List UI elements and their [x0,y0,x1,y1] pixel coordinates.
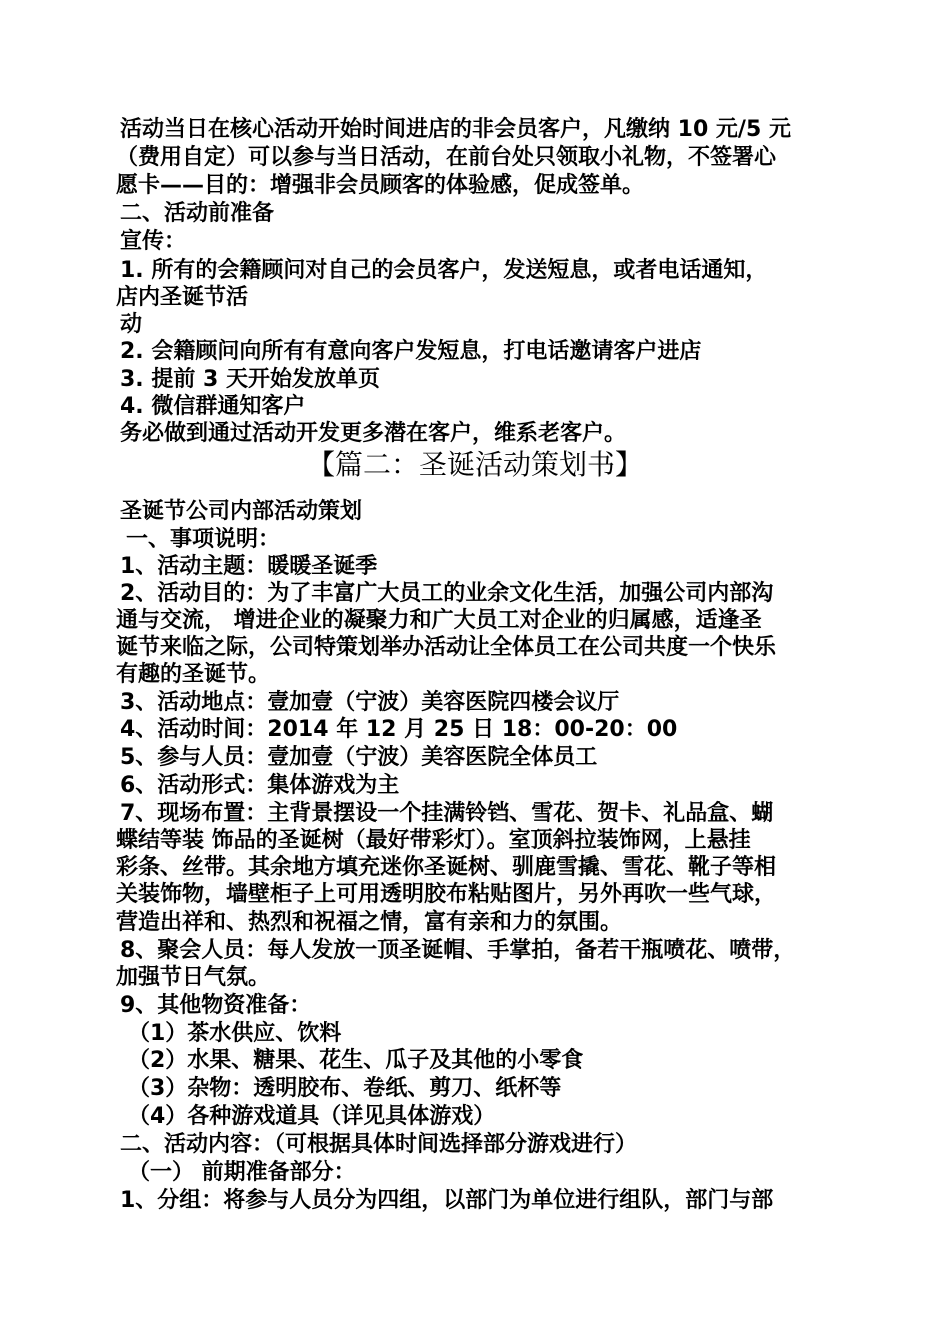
list-item: 4. 微信群通知客户 [120,394,306,419]
sub-list-item: （4）各种游戏道具（详见具体游戏） [128,1104,496,1129]
list-item: 4、活动时间：2014 年 12 月 25 日 18：00-20：00 [120,717,678,742]
list-item-continuation: 诞节来临之际，公司特策划举办活动让全体员工在公司共度一个快乐 [116,635,777,660]
list-item-continuation: 通与交流， 增进企业的凝聚力和广大员工对企业的归属感，适逢圣 [116,608,762,633]
list-item: 1. 所有的会籍顾问对自己的会员客户，发送短息，或者电话通知， [120,258,768,283]
document-subtitle: 圣诞节公司内部活动策划 [120,499,363,524]
list-item-continuation: 营造出祥和、热烈和祝福之情，富有亲和力的氛围。 [116,910,623,935]
text-line: （费用自定）可以参与当日活动，在前台处只领取小礼物，不签署心 [116,145,777,170]
list-item: 9、其他物资准备： [120,993,312,1018]
list-item: 8、聚会人员：每人发放一顶圣诞帽、手掌拍，备若干瓶喷花、喷带， [120,938,796,963]
section-title: 【篇二：圣诞活动策划书】 [306,448,643,481]
list-item: 3、活动地点：壹加壹（宁波）美容医院四楼会议厅 [120,690,620,715]
list-item-continuation: 店内圣诞节活 [116,285,249,310]
section-heading: 一、事项说明： [126,527,281,552]
list-item-continuation: 彩条、丝带。其余地方填充迷你圣诞树、驯鹿雪撬、雪花、靴子等相 [116,855,777,880]
text-line: 愿卡——目的：增强非会员顾客的体验感，促成签单。 [116,173,645,198]
list-item-continuation: 蝶结等装 饰品的圣诞树（最好带彩灯）。室顶斜拉装饰网，上悬挂 [116,828,751,853]
list-item-continuation: 有趣的圣诞节。 [116,662,271,687]
text-line: 活动当日在核心活动开始时间进店的非会员客户，凡缴纳 10 元/5 元 [120,117,791,142]
list-item: 1、分组：将参与人员分为四组，以部门为单位进行组队，部门与部 [120,1188,774,1213]
sub-list-item: （1）茶水供应、饮料 [128,1021,342,1046]
list-item: 6、活动形式：集体游戏为主 [120,773,400,798]
text-line: 宣传： [120,229,187,254]
list-item: 3. 提前 3 天开始发放单页 [120,367,380,392]
section-heading: 二、活动前准备 [120,201,275,226]
subsection-heading: （一） 前期准备部分： [128,1160,356,1185]
list-item-continuation: 加强节日气氛。 [116,965,271,990]
list-item: 2、活动目的：为了丰富广大员工的业余文化生活，加强公司内部沟 [120,581,774,606]
list-item: 2. 会籍顾问向所有有意向客户发短息，打电话邀请客户进店 [120,339,702,364]
sub-list-item: （3）杂物：透明胶布、卷纸、剪刀、纸杯等 [128,1076,562,1101]
section-heading: 二、活动内容：（可根据具体时间选择部分游戏进行） [120,1132,638,1157]
sub-list-item: （2）水果、糖果、花生、瓜子及其他的小零食 [128,1048,584,1073]
list-item-continuation: 动 [120,312,143,337]
list-item: 1、活动主题：暖暖圣诞季 [120,554,378,579]
list-item-continuation: 关装饰物，墙壁柜子上可用透明胶布粘贴图片，另外再吹一些气球， [116,882,777,907]
list-item: 5、参与人员：壹加壹（宁波）美容医院全体员工 [120,745,598,770]
list-item: 7、现场布置：主背景摆设一个挂满铃铛、雪花、贺卡、礼品盒、蝴 [120,801,774,826]
text-line: 务必做到通过活动开发更多潜在客户，维系老客户。 [120,421,627,446]
